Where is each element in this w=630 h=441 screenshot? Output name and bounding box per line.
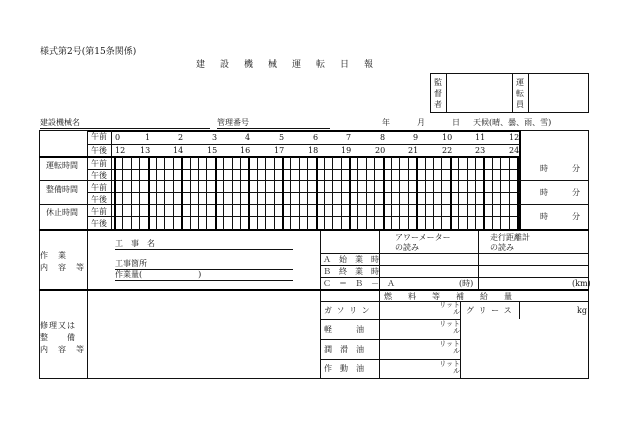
liter-unit-1: リットル xyxy=(439,301,460,316)
maintenance-label: 修理又は 整 備 内 容 等 xyxy=(40,321,85,354)
pm-hour-14: 14 xyxy=(173,146,184,155)
form-reference: 様式第2号(第15条関係) xyxy=(40,47,137,57)
pm-hour-13: 13 xyxy=(140,146,151,155)
row-pm-2: 午後 xyxy=(91,195,107,204)
hour-grid-line xyxy=(248,157,250,230)
hour-unit: (時) xyxy=(459,279,474,288)
quarter-grid-line xyxy=(173,157,174,230)
quarter-grid-line xyxy=(122,157,123,230)
quarter-grid-line xyxy=(391,157,392,230)
quarter-grid-line xyxy=(399,157,400,230)
pm-hour-19: 19 xyxy=(341,146,352,155)
operation-time-label: 運転時間 xyxy=(46,161,78,170)
quarter-grid-line xyxy=(274,157,275,230)
quarter-grid-line xyxy=(240,157,241,230)
quarter-grid-line xyxy=(357,157,358,230)
am-hour-9: 9 xyxy=(413,133,419,142)
pm-hour-18: 18 xyxy=(308,146,319,155)
row-pm-3: 午後 xyxy=(91,219,107,228)
pm-hour-23: 23 xyxy=(475,146,486,155)
quarter-grid-line xyxy=(366,157,367,230)
idle-time-label: 休止時間 xyxy=(46,208,78,217)
hour-grid-line xyxy=(517,157,519,230)
project-name-field[interactable] xyxy=(115,249,293,250)
row-am-3: 午前 xyxy=(91,207,107,216)
diesel-label: 軽 油 xyxy=(324,325,364,334)
hour-grid-line xyxy=(349,157,351,230)
quarter-grid-line xyxy=(223,157,224,230)
pm-hour-24: 24 xyxy=(509,146,520,155)
quarter-grid-line xyxy=(341,157,342,230)
hydraulic-oil-label: 作 動 油 xyxy=(324,364,364,373)
quarter-grid-line xyxy=(433,157,434,230)
am-hour-1: 1 xyxy=(145,133,151,142)
machine-name-label: 建設機械名 xyxy=(40,118,80,127)
quarter-grid-line xyxy=(131,157,132,230)
quarter-grid-line xyxy=(408,157,409,230)
kg-unit: kg xyxy=(577,306,587,315)
hour-grid-line xyxy=(148,157,150,230)
project-location-label: 工事箇所 xyxy=(115,259,147,268)
am-hour-11: 11 xyxy=(475,133,486,142)
pm-hour-15: 15 xyxy=(207,146,218,155)
liter-unit-3: リットル xyxy=(439,340,460,355)
quarter-grid-line xyxy=(206,157,207,230)
operation-time-summary: 時 分 xyxy=(540,164,580,173)
quarter-grid-line xyxy=(492,157,493,230)
meter-end-label: Ｂ 終 業 時 xyxy=(323,267,379,276)
row-am-2: 午前 xyxy=(91,183,107,192)
meter-start-label: Ａ 始 業 時 xyxy=(323,255,379,264)
am-hour-3: 3 xyxy=(212,133,218,142)
quarter-grid-line xyxy=(475,157,476,230)
hour-grid-line xyxy=(483,157,485,230)
signature-box xyxy=(430,73,589,113)
liter-unit-2: リットル xyxy=(439,320,460,335)
operator-label: 運転員 xyxy=(516,78,524,109)
am-hour-12: 12 xyxy=(509,133,520,142)
maintenance-time-label: 整備時間 xyxy=(46,185,78,194)
lubricant-label: 潤 滑 油 xyxy=(324,345,364,354)
hour-grid-line xyxy=(215,157,217,230)
meter-diff-label: Ｃ ＝ Ｂ － Ａ xyxy=(323,279,395,288)
management-no-label: 管理番号 xyxy=(217,118,249,127)
pm-hour-16: 16 xyxy=(240,146,251,155)
pm-hour-22: 22 xyxy=(442,146,453,155)
hour-grid-line xyxy=(450,157,452,230)
quarter-grid-line xyxy=(164,157,165,230)
am-header: 午前 xyxy=(91,132,107,141)
hour-grid-line xyxy=(114,157,116,230)
pm-hour-17: 17 xyxy=(274,146,285,155)
page-title: 建 設 機 械 運 転 日 報 xyxy=(196,60,377,70)
quarter-grid-line xyxy=(139,157,140,230)
liter-unit-4: リットル xyxy=(439,360,460,375)
grease-label: グ リ ー ス xyxy=(466,306,513,315)
quarter-grid-line xyxy=(509,157,510,230)
hour-grid-line xyxy=(181,157,183,230)
quarter-grid-line xyxy=(265,157,266,230)
quarter-grid-line xyxy=(324,157,325,230)
quarter-grid-line xyxy=(500,157,501,230)
maintenance-time-summary: 時 分 xyxy=(540,188,580,197)
am-hour-10: 10 xyxy=(442,133,453,142)
quarter-grid-line xyxy=(332,157,333,230)
pm-hour-20: 20 xyxy=(375,146,386,155)
row-am-1: 午前 xyxy=(91,159,107,168)
row-pm-1: 午後 xyxy=(91,171,107,180)
quarter-grid-line xyxy=(307,157,308,230)
am-hour-8: 8 xyxy=(380,133,386,142)
hour-grid-line xyxy=(282,157,284,230)
hour-grid-line xyxy=(316,157,318,230)
quarter-grid-line xyxy=(458,157,459,230)
work-quantity-field[interactable] xyxy=(115,280,293,281)
quarter-grid-line xyxy=(290,157,291,230)
pm-header: 午後 xyxy=(91,146,107,155)
day-label: 日 xyxy=(452,118,460,127)
idle-time-summary: 時 分 xyxy=(540,212,580,221)
pm-hour-21: 21 xyxy=(408,146,419,155)
year-label: 年 xyxy=(382,118,390,127)
quarter-grid-line xyxy=(156,157,157,230)
am-hour-5: 5 xyxy=(279,133,285,142)
am-hour-7: 7 xyxy=(346,133,352,142)
work-quantity-label: 作業量( ) xyxy=(115,270,202,279)
quarter-grid-line xyxy=(198,157,199,230)
quarter-grid-line xyxy=(374,157,375,230)
weather-label: 天候(晴、曇、雨、雪) xyxy=(473,118,552,127)
quarter-grid-line xyxy=(425,157,426,230)
quarter-grid-line xyxy=(190,157,191,230)
quarter-grid-line xyxy=(441,157,442,230)
month-label: 月 xyxy=(417,118,425,127)
am-hour-0: 0 xyxy=(115,133,121,142)
gasoline-label: ガ ソ リ ン xyxy=(324,306,371,315)
km-unit: (km) xyxy=(572,279,591,288)
quarter-grid-line xyxy=(232,157,233,230)
supervisor-label: 監督者 xyxy=(434,78,442,109)
am-hour-4: 4 xyxy=(245,133,251,142)
quarter-grid-line xyxy=(467,157,468,230)
hour-meter-header: アワーメーター の読み xyxy=(395,233,451,252)
pm-hour-12: 12 xyxy=(115,146,126,155)
fuel-header: 燃 料 等 補 給 量 xyxy=(384,292,512,301)
project-name-label: 工 事 名 xyxy=(115,239,155,248)
hour-grid-line xyxy=(416,157,418,230)
am-hour-2: 2 xyxy=(178,133,184,142)
quarter-grid-line xyxy=(257,157,258,230)
hour-grid-line xyxy=(383,157,385,230)
am-hour-6: 6 xyxy=(313,133,319,142)
quarter-grid-line xyxy=(299,157,300,230)
work-content-label: 作 業 内 容 等 xyxy=(40,251,85,272)
odometer-header: 走行距離計 の読み xyxy=(490,233,530,252)
